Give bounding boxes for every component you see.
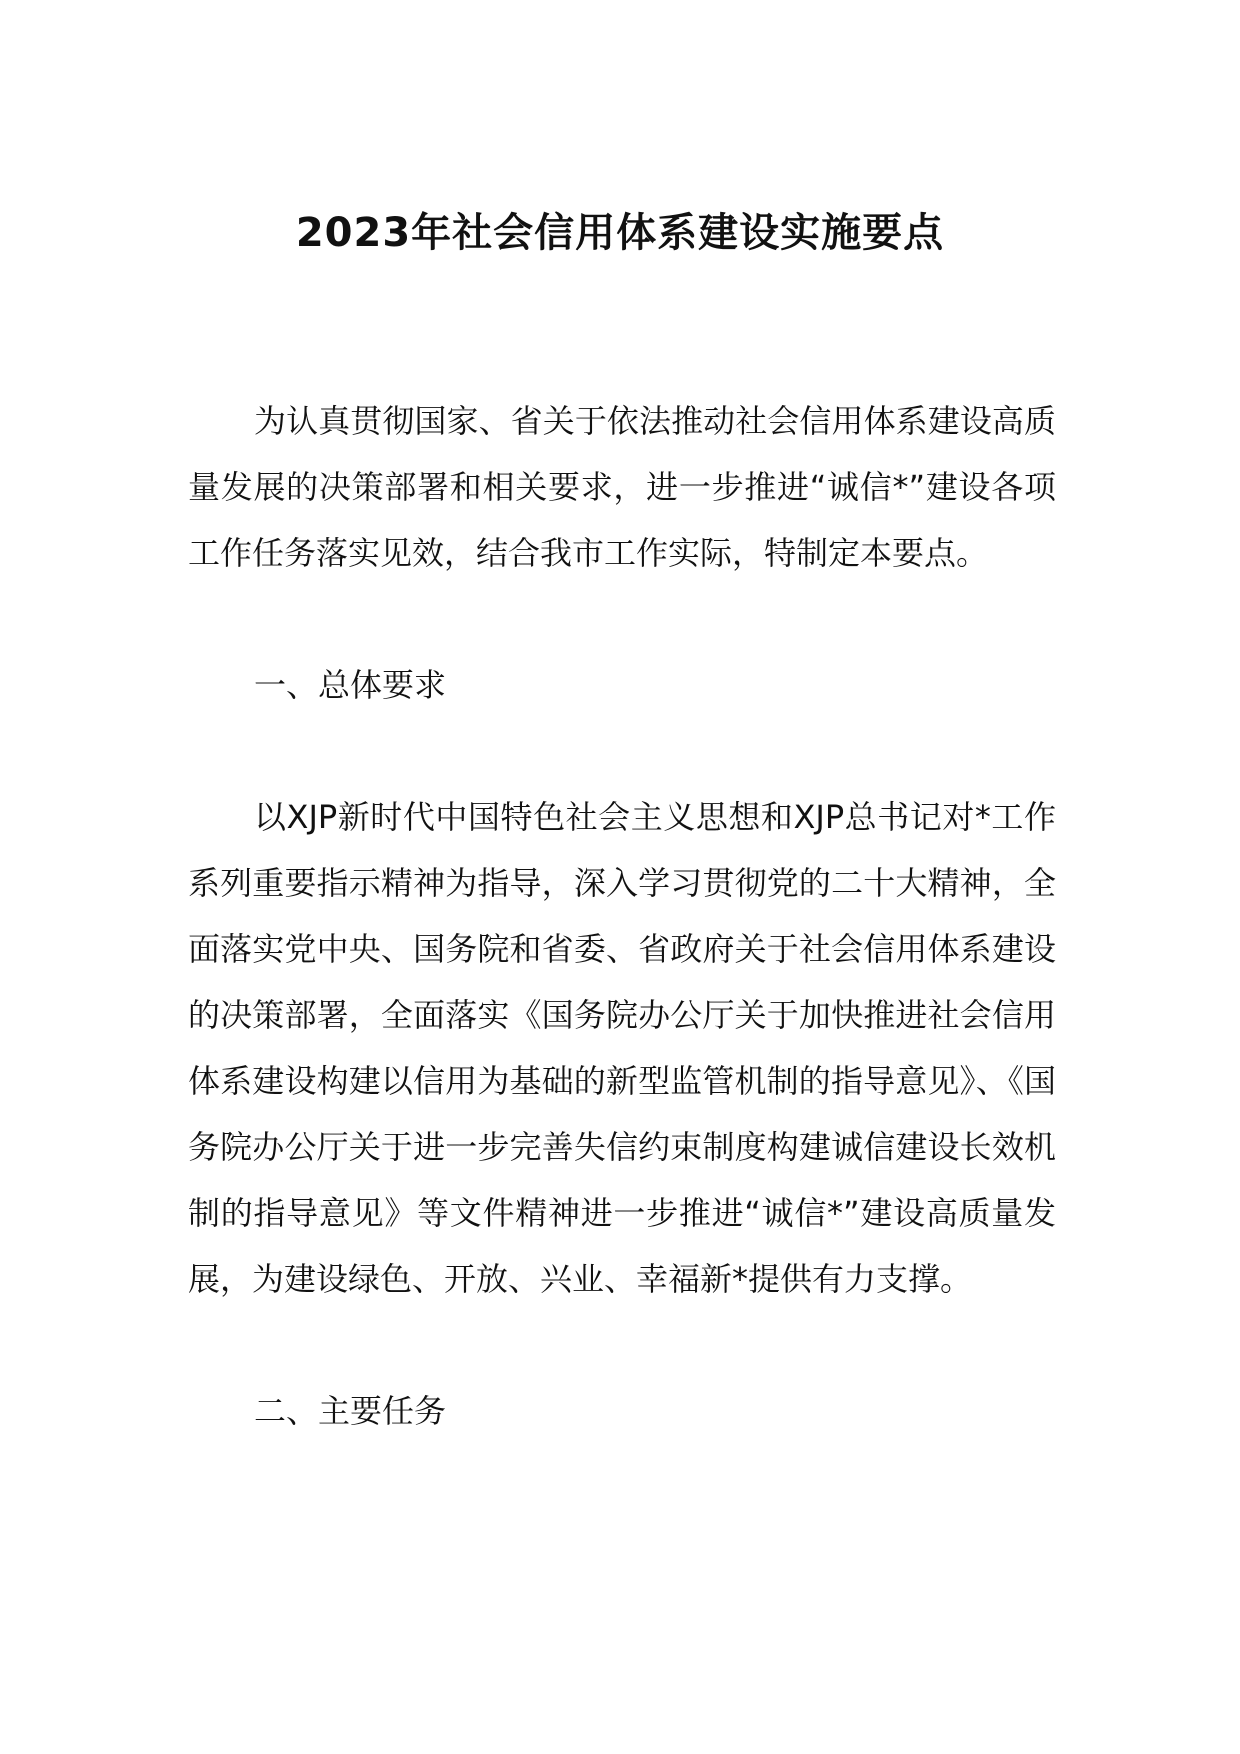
spacer (188, 586, 1056, 652)
intro-paragraph: 为认真贯彻国家、省关于依法推动社会信用体系建设高质量发展的决策部署和相关要求，进一步推进“诚信*”建设各项工作任务落实见效，结合我市工作实际，特制定本要点。 (188, 402, 1056, 572)
document-title: 2023年社会信用体系建设实施要点 (295, 210, 945, 256)
spacer (188, 718, 1056, 784)
section-heading-2: 二、主要任务 (254, 1392, 447, 1430)
section-heading-1: 一、总体要求 (254, 666, 447, 704)
document-body (188, 388, 1056, 1444)
spacer (188, 1312, 1056, 1378)
section-1-paragraph: 以XJP新时代中国特色社会主义思想和XJP总书记对*工作系列重要指示精神为指导，深入学习贯彻党的二十大精神，全面落实党中央、国务院和省委、省政府关于社会信用体系建设的决策部署，全面落实《国务院办公厅关于加快推进社会信用体系建设构建以信用为基础的新型监管机制的指导意见》、《国务院办公厅关于进一步完善失信约束制度构建诚信建设长效机制的指导意见》等文件精神进一步推进“诚信*”建设高质量发展，为建设绿色、开放、兴业、幸福新*提供有力支撑。 (188, 798, 1056, 1298)
